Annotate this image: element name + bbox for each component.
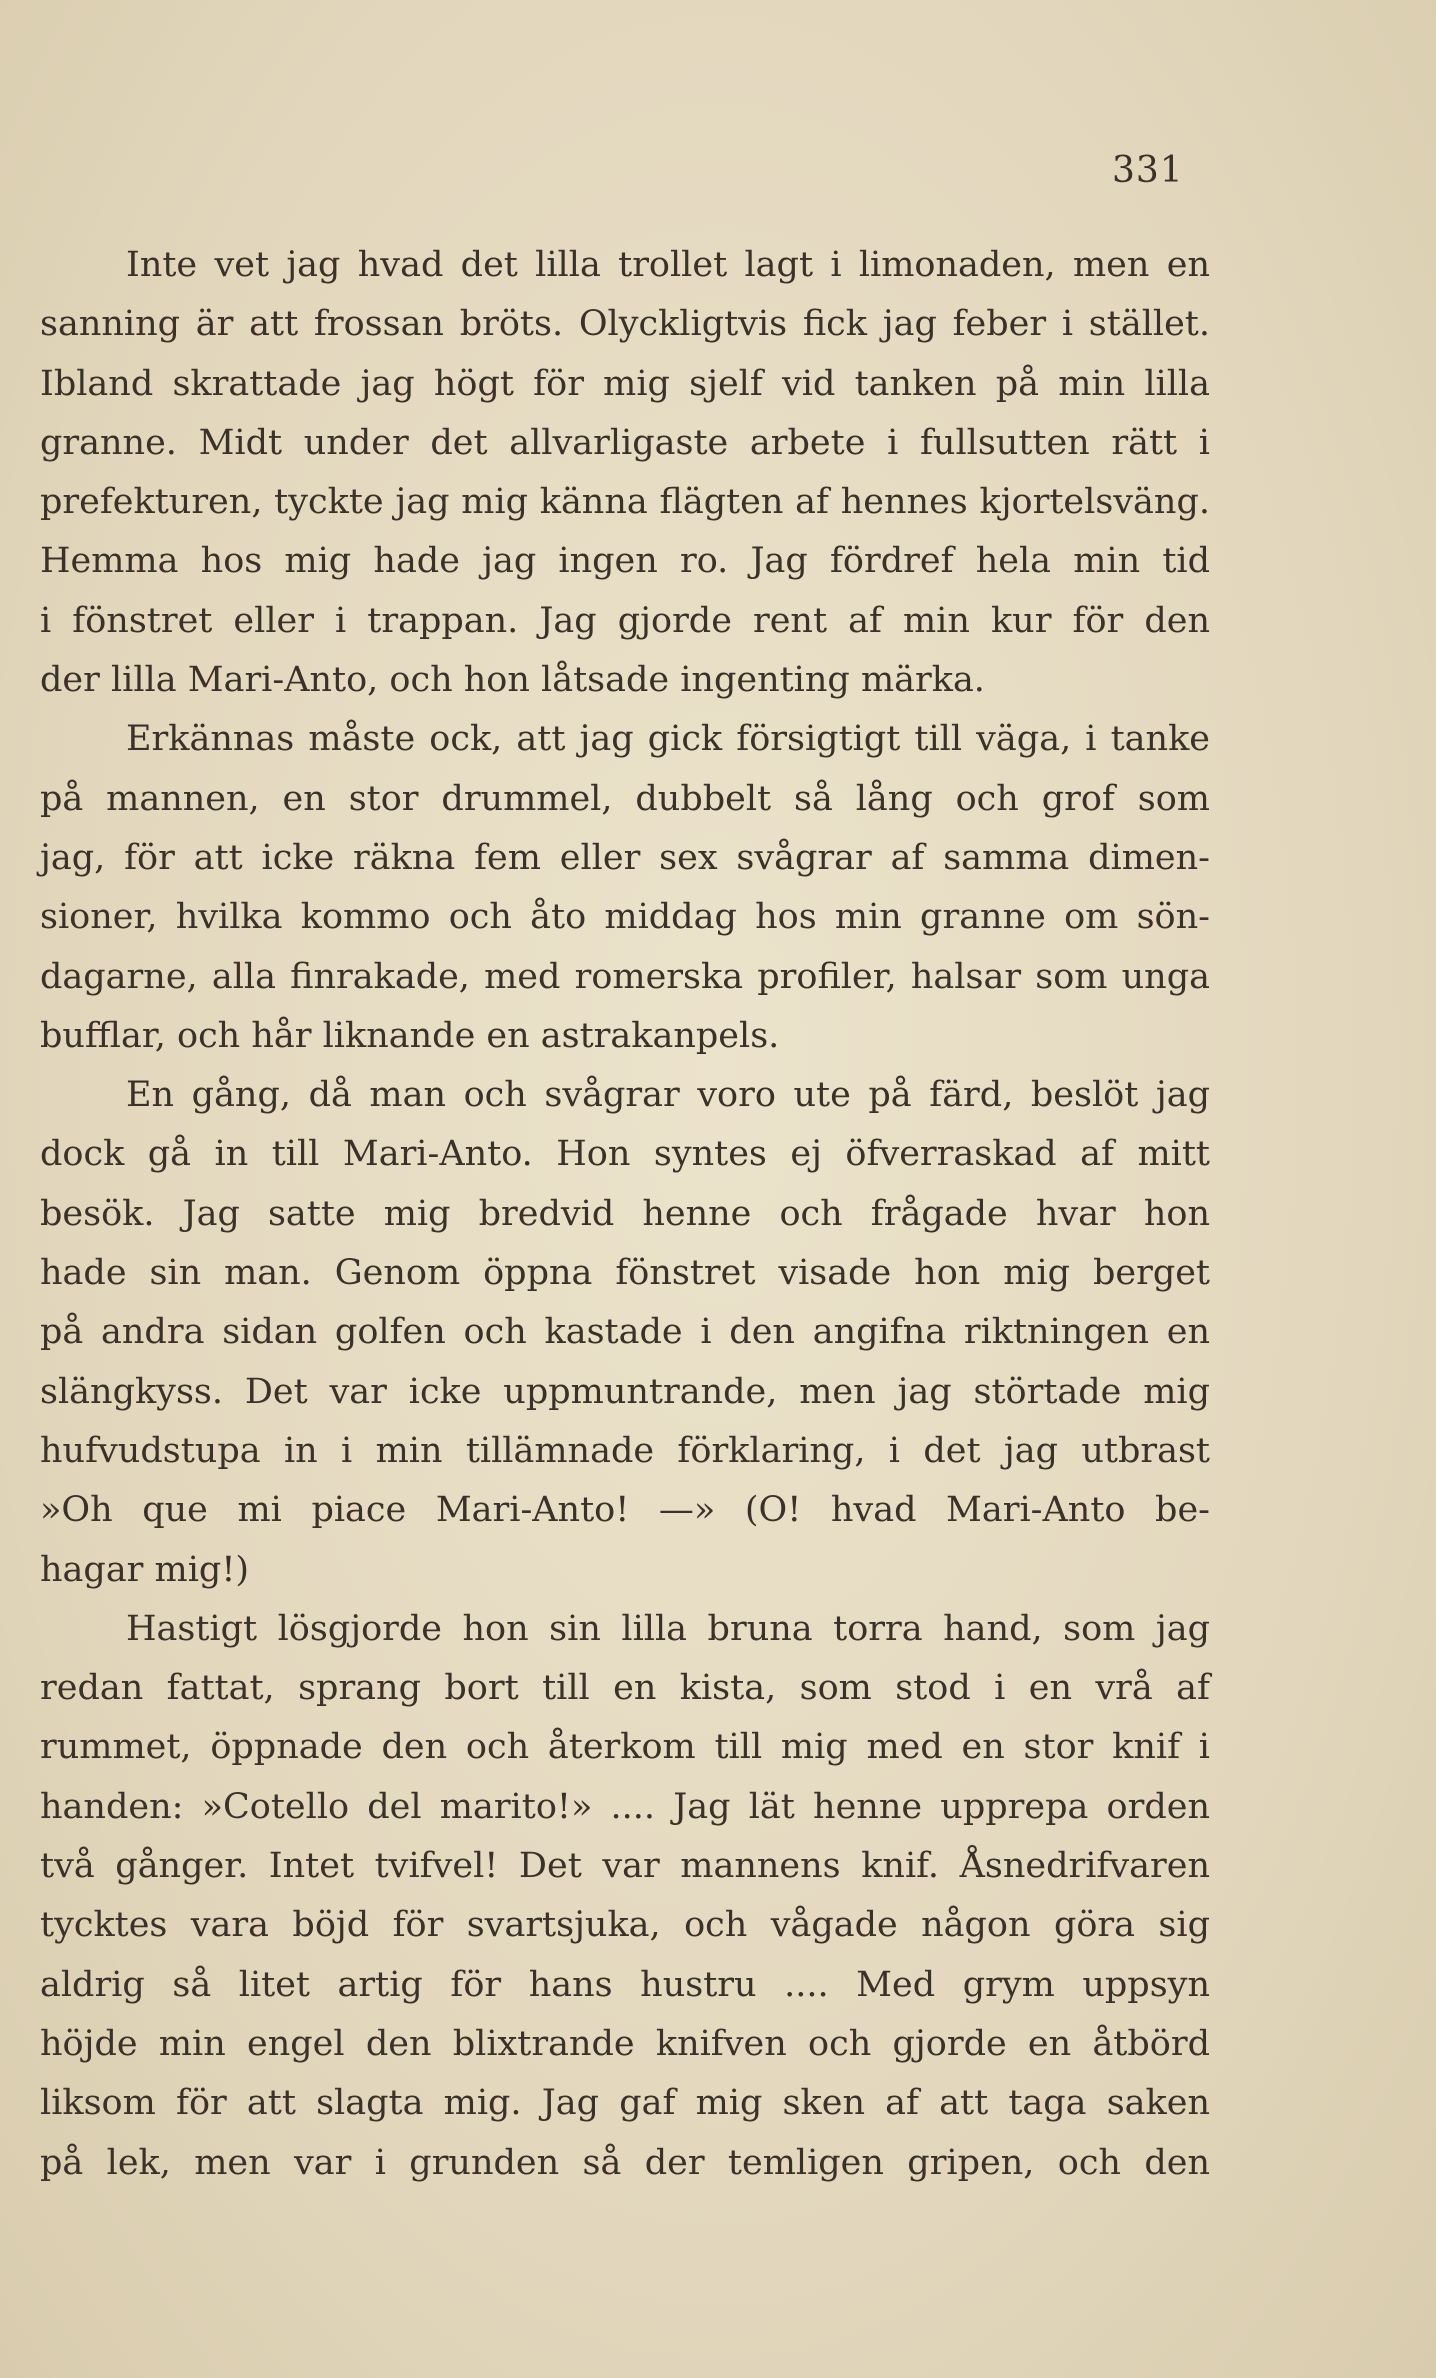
text-line: hufvudstupa in i min tillämnade förklaring, i det jag utbrast [40, 1430, 1210, 1471]
text-line: två gånger. Intet tvifvel! Det var mannens knif. Åsnedrifvaren [40, 1846, 1210, 1887]
text-line: prefekturen, tyckte jag mig känna flägten af hennes kjortelsväng. [40, 482, 1210, 523]
text-line: der lilla Mari-Anto, och hon låtsade ingenting märka. [40, 660, 985, 701]
text-line: bufflar, och hår liknande en astrakanpels. [40, 1015, 780, 1056]
text-line: hade sin man. Genom öppna fönstret visade hon mig berget [40, 1253, 1210, 1294]
text-line: slängkyss. Det var icke uppmuntrande, men jag störtade mig [40, 1371, 1210, 1412]
text-line: jag, för att icke räkna fem eller sex svågrar af samma dimen- [40, 837, 1210, 878]
text-line: Erkännas måste ock, att jag gick försigtigt till väga, i tanke [126, 719, 1210, 760]
text-line: höjde min engel den blixtrande knifven och gjorde en åtbörd [40, 2023, 1210, 2064]
page-number: 331 [1112, 150, 1184, 191]
text-line: sioner, hvilka kommo och åto middag hos min granne om sön- [40, 897, 1210, 938]
text-line: »Oh que mi piace Mari-Anto! —» (O! hvad Mari-Anto be- [40, 1490, 1210, 1531]
text-line: Hemma hos mig hade jag ingen ro. Jag fördref hela min tid [40, 541, 1210, 582]
text-line: sanning är att frossan bröts. Olyckligtvis fick jag feber i stället. [40, 304, 1210, 345]
text-line: dagarne, alla finrakade, med romerska profiler, halsar som unga [40, 956, 1210, 997]
text-line: på lek, men var i grunden så der temligen gripen, och den [40, 2142, 1210, 2183]
text-line: Ibland skrattade jag högt för mig sjelf vid tanken på min lilla [40, 363, 1210, 404]
text-line: granne. Midt under det allvarligaste arbete i fullsutten rätt i [40, 422, 1210, 463]
text-line: aldrig så litet artig för hans hustru .... Med grym uppsyn [40, 1964, 1210, 2005]
body-text [40, 236, 1210, 2193]
text-line: på andra sidan golfen och kastade i den angifna riktningen en [40, 1312, 1210, 1353]
text-line: Inte vet jag hvad det lilla trollet lagt i limonaden, men en [126, 245, 1210, 285]
text-line: besök. Jag satte mig bredvid henne och frågade hvar hon [40, 1193, 1210, 1234]
text-line: redan fattat, sprang bort till en kista, som stod i en vrå af [40, 1668, 1210, 1709]
text-line: Hastigt lösgjorde hon sin lilla bruna torra hand, som jag [126, 1608, 1210, 1649]
text-line: En gång, då man och svågrar voro ute på färd, beslöt jag [126, 1075, 1210, 1116]
text-line: på mannen, en stor drummel, dubbelt så lång och grof som [40, 778, 1210, 819]
text-line: hagar mig!) [40, 1549, 250, 1590]
text-line: liksom för att slagta mig. Jag gaf mig sken af att taga saken [40, 2083, 1210, 2124]
text-line: tycktes vara böjd för svartsjuka, och vågade någon göra sig [40, 1905, 1210, 1946]
text-line: rummet, öppnade den och återkom till mig med en stor knif i [40, 1727, 1210, 1768]
text-line: handen: »Cotello del marito!» .... Jag lät henne upprepa orden [40, 1786, 1210, 1827]
text-line: dock gå in till Mari-Anto. Hon syntes ej öfverraskad af mitt [40, 1134, 1210, 1175]
text-line: i fönstret eller i trappan. Jag gjorde rent af min kur för den [40, 600, 1210, 641]
